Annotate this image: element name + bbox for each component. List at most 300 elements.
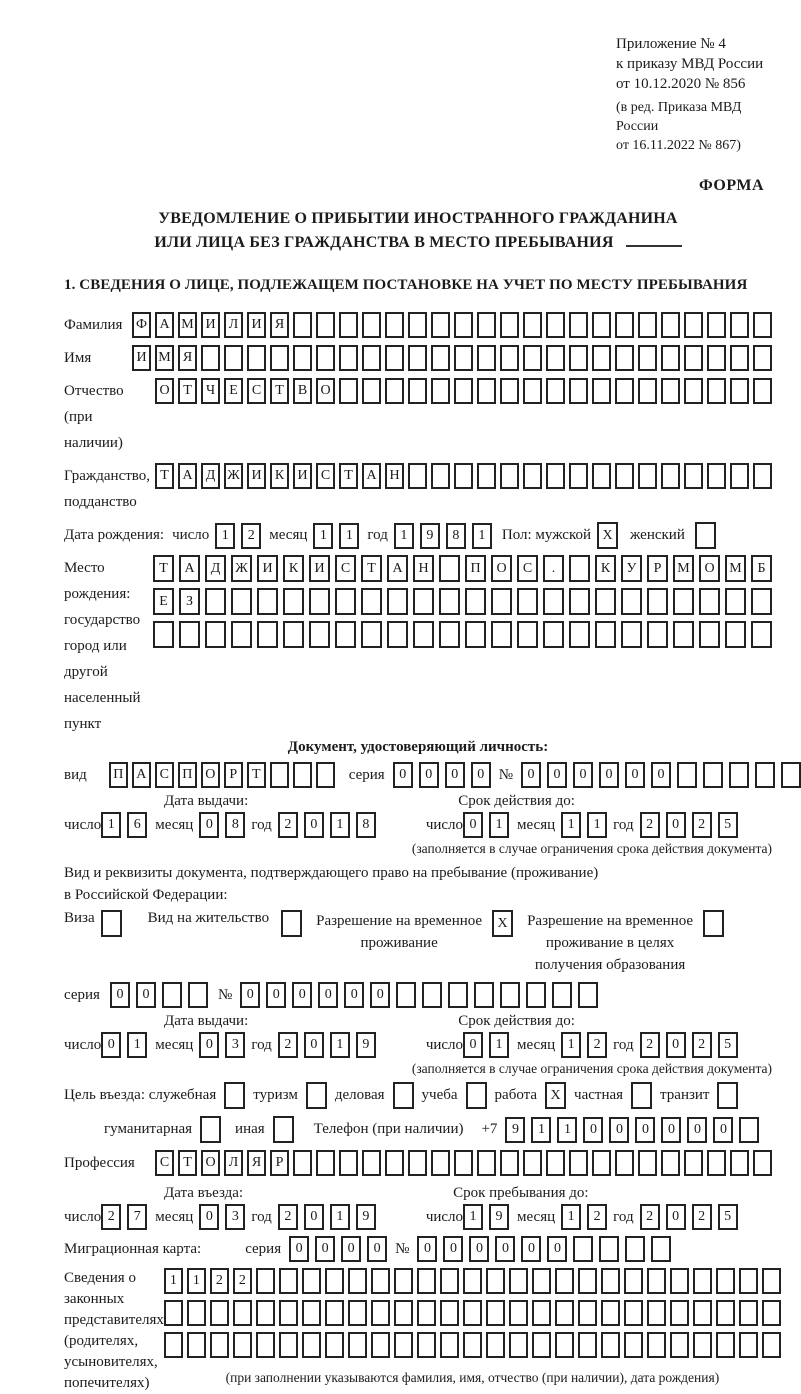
surname-cell[interactable] [408, 312, 427, 338]
birth-place-cell[interactable] [673, 621, 694, 648]
representative-cell[interactable] [371, 1332, 390, 1358]
surname-cell[interactable] [661, 312, 680, 338]
birth-place-cell[interactable]: К [283, 555, 304, 582]
representative-cell[interactable] [417, 1332, 436, 1358]
profession-cell[interactable] [454, 1150, 473, 1176]
residence-issue-day-cell[interactable]: 1 [127, 1032, 147, 1058]
patronymic-cell[interactable]: Т [270, 378, 289, 404]
birth-place-cell[interactable]: М [673, 555, 694, 582]
representative-cell[interactable] [302, 1268, 321, 1294]
representative-cell[interactable] [348, 1300, 367, 1326]
representative-cell[interactable] [325, 1332, 344, 1358]
sex-female-checkbox-cell[interactable] [695, 522, 716, 549]
doc-number-cell[interactable] [677, 762, 697, 788]
given-name-cell[interactable] [477, 345, 496, 371]
representative-cell[interactable] [578, 1332, 597, 1358]
birth-place-cell[interactable] [699, 621, 720, 648]
residence-issue-year-cell[interactable]: 9 [356, 1032, 376, 1058]
given-name-cell[interactable] [592, 345, 611, 371]
doc-number-cell[interactable] [729, 762, 749, 788]
birth-year-cell[interactable]: 9 [420, 523, 440, 549]
representative-cell[interactable] [371, 1300, 390, 1326]
birth-place-cell[interactable] [387, 621, 408, 648]
citizenship-cell[interactable] [454, 463, 473, 489]
surname-cell[interactable] [707, 312, 726, 338]
citizenship-cell[interactable]: К [270, 463, 289, 489]
rvp-checkbox-cell[interactable]: X [492, 910, 513, 937]
passport-expiry-month-cell[interactable]: 1 [561, 812, 581, 838]
birth-place-cell[interactable]: О [699, 555, 720, 582]
given-name-cell[interactable] [523, 345, 542, 371]
representative-cell[interactable] [739, 1268, 758, 1294]
entry-day-cell[interactable]: 7 [127, 1204, 147, 1230]
doc-kind-cell[interactable] [270, 762, 289, 788]
birth-place-cell[interactable] [751, 621, 772, 648]
patronymic-cell[interactable]: В [293, 378, 312, 404]
patronymic-cell[interactable] [431, 378, 450, 404]
citizenship-cell[interactable]: Т [339, 463, 358, 489]
birth-place-cell[interactable] [543, 621, 564, 648]
passport-expiry-year-cell[interactable]: 2 [640, 812, 660, 838]
citizenship-cell[interactable] [569, 463, 588, 489]
given-name-cell[interactable] [707, 345, 726, 371]
profession-cell[interactable] [477, 1150, 496, 1176]
birth-place-cell[interactable] [465, 588, 486, 615]
given-name-cell[interactable] [316, 345, 335, 371]
birth-place-cell[interactable]: З [179, 588, 200, 615]
residence-number-cell[interactable] [500, 982, 520, 1008]
stay-day-cell[interactable]: 1 [463, 1204, 483, 1230]
passport-issue-month-cell[interactable]: 8 [225, 812, 245, 838]
birth-place-cell[interactable]: У [621, 555, 642, 582]
doc-number-cell[interactable]: 0 [599, 762, 619, 788]
patronymic-cell[interactable]: О [155, 378, 174, 404]
migration-card-number-cell[interactable] [599, 1236, 619, 1262]
representative-cell[interactable] [233, 1300, 252, 1326]
given-name-cell[interactable] [454, 345, 473, 371]
profession-cell[interactable]: О [201, 1150, 220, 1176]
birth-place-cell[interactable]: М [725, 555, 746, 582]
citizenship-cell[interactable]: Т [155, 463, 174, 489]
citizenship-cell[interactable]: Н [385, 463, 404, 489]
representative-cell[interactable] [601, 1300, 620, 1326]
residence-issue-day-cell[interactable]: 0 [101, 1032, 121, 1058]
birth-place-cell[interactable] [413, 588, 434, 615]
sex-male-checkbox-cell[interactable]: X [597, 522, 618, 549]
patronymic-cell[interactable] [454, 378, 473, 404]
representative-cell[interactable] [417, 1300, 436, 1326]
passport-issue-year-cell[interactable]: 2 [278, 812, 298, 838]
residence-number-cell[interactable] [526, 982, 546, 1008]
residence-number-cell[interactable]: 0 [240, 982, 260, 1008]
surname-cell[interactable]: И [247, 312, 266, 338]
citizenship-cell[interactable] [753, 463, 772, 489]
passport-issue-year-cell[interactable]: 8 [356, 812, 376, 838]
birth-place-cell[interactable] [621, 621, 642, 648]
given-name-cell[interactable]: М [155, 345, 174, 371]
birth-place-cell[interactable] [621, 588, 642, 615]
passport-issue-day-cell[interactable]: 6 [127, 812, 147, 838]
birth-place-cell[interactable] [205, 588, 226, 615]
birth-place-cell[interactable]: Н [413, 555, 434, 582]
birth-month-cell[interactable]: 1 [339, 523, 359, 549]
representative-cell[interactable] [279, 1300, 298, 1326]
profession-cell[interactable] [500, 1150, 519, 1176]
citizenship-cell[interactable] [523, 463, 542, 489]
representative-cell[interactable] [601, 1332, 620, 1358]
birth-place-cell[interactable] [569, 621, 590, 648]
residence-expiry-day-cell[interactable]: 1 [489, 1032, 509, 1058]
profession-cell[interactable] [362, 1150, 381, 1176]
birth-place-cell[interactable] [361, 621, 382, 648]
patronymic-cell[interactable] [661, 378, 680, 404]
representative-cell[interactable] [532, 1332, 551, 1358]
citizenship-cell[interactable]: С [316, 463, 335, 489]
stay-month-cell[interactable]: 1 [561, 1204, 581, 1230]
representative-cell[interactable] [279, 1332, 298, 1358]
birth-place-cell[interactable] [439, 621, 460, 648]
patronymic-cell[interactable] [684, 378, 703, 404]
birth-place-cell[interactable] [595, 588, 616, 615]
residence-number-cell[interactable] [552, 982, 572, 1008]
patronymic-cell[interactable] [615, 378, 634, 404]
representative-cell[interactable] [670, 1268, 689, 1294]
given-name-cell[interactable] [408, 345, 427, 371]
birth-place-cell[interactable] [439, 555, 460, 582]
phone-digit-cell[interactable]: 1 [557, 1117, 577, 1143]
profession-cell[interactable]: Р [270, 1150, 289, 1176]
doc-number-cell[interactable] [781, 762, 801, 788]
migration-card-number-cell[interactable]: 0 [547, 1236, 567, 1262]
representative-cell[interactable] [716, 1268, 735, 1294]
surname-cell[interactable] [638, 312, 657, 338]
migration-card-number-cell[interactable]: 0 [521, 1236, 541, 1262]
birth-place-cell[interactable] [335, 621, 356, 648]
patronymic-cell[interactable] [477, 378, 496, 404]
phone-digit-cell[interactable]: 0 [661, 1117, 681, 1143]
patronymic-cell[interactable] [500, 378, 519, 404]
representative-cell[interactable] [555, 1332, 574, 1358]
representative-cell[interactable] [463, 1332, 482, 1358]
representative-cell[interactable] [647, 1268, 666, 1294]
given-name-cell[interactable] [339, 345, 358, 371]
birth-place-cell[interactable]: А [179, 555, 200, 582]
residence-number-cell[interactable] [422, 982, 442, 1008]
rvp-education-checkbox-cell[interactable] [703, 910, 724, 937]
representative-cell[interactable] [256, 1332, 275, 1358]
birth-place-cell[interactable]: С [335, 555, 356, 582]
surname-cell[interactable] [385, 312, 404, 338]
birth-place-cell[interactable] [205, 621, 226, 648]
doc-kind-cell[interactable]: Р [224, 762, 243, 788]
doc-kind-cell[interactable]: Т [247, 762, 266, 788]
doc-series-cell[interactable]: 0 [419, 762, 439, 788]
citizenship-cell[interactable] [546, 463, 565, 489]
private-checkbox-cell[interactable] [631, 1082, 652, 1109]
patronymic-cell[interactable]: Ч [201, 378, 220, 404]
representative-cell[interactable] [762, 1300, 781, 1326]
citizenship-cell[interactable] [730, 463, 749, 489]
birth-place-cell[interactable]: Б [751, 555, 772, 582]
citizenship-cell[interactable]: А [178, 463, 197, 489]
doc-kind-cell[interactable] [316, 762, 335, 788]
birth-place-cell[interactable] [231, 621, 252, 648]
birth-place-cell[interactable] [231, 588, 252, 615]
birth-place-cell[interactable] [595, 621, 616, 648]
given-name-cell[interactable] [224, 345, 243, 371]
representative-cell[interactable] [601, 1268, 620, 1294]
stay-month-cell[interactable]: 2 [587, 1204, 607, 1230]
migration-card-number-cell[interactable] [573, 1236, 593, 1262]
representative-cell[interactable] [187, 1332, 206, 1358]
patronymic-cell[interactable] [730, 378, 749, 404]
representative-cell[interactable] [532, 1268, 551, 1294]
birth-place-cell[interactable]: П [465, 555, 486, 582]
profession-cell[interactable] [546, 1150, 565, 1176]
phone-digit-cell[interactable]: 1 [531, 1117, 551, 1143]
birth-place-cell[interactable] [283, 621, 304, 648]
representative-cell[interactable] [164, 1300, 183, 1326]
doc-number-cell[interactable]: 0 [573, 762, 593, 788]
surname-cell[interactable] [546, 312, 565, 338]
stay-year-cell[interactable]: 2 [692, 1204, 712, 1230]
birth-place-cell[interactable] [569, 555, 590, 582]
birth-place-cell[interactable] [647, 621, 668, 648]
representative-cell[interactable] [256, 1268, 275, 1294]
stay-year-cell[interactable]: 2 [640, 1204, 660, 1230]
patronymic-cell[interactable] [362, 378, 381, 404]
citizenship-cell[interactable] [431, 463, 450, 489]
representative-cell[interactable] [509, 1268, 528, 1294]
profession-cell[interactable] [730, 1150, 749, 1176]
residence-number-cell[interactable] [474, 982, 494, 1008]
migration-card-number-cell[interactable]: 0 [495, 1236, 515, 1262]
phone-digit-cell[interactable]: 9 [505, 1117, 525, 1143]
birth-day-cell[interactable]: 1 [215, 523, 235, 549]
residence-issue-year-cell[interactable]: 0 [304, 1032, 324, 1058]
doc-number-cell[interactable]: 0 [521, 762, 541, 788]
surname-cell[interactable]: Я [270, 312, 289, 338]
phone-digit-cell[interactable]: 0 [635, 1117, 655, 1143]
given-name-cell[interactable] [730, 345, 749, 371]
birth-place-cell[interactable] [413, 621, 434, 648]
migration-card-series-cell[interactable]: 0 [289, 1236, 309, 1262]
other-purpose-checkbox-cell[interactable] [273, 1116, 294, 1143]
surname-cell[interactable] [753, 312, 772, 338]
residence-series-cell[interactable]: 0 [136, 982, 156, 1008]
citizenship-cell[interactable] [592, 463, 611, 489]
profession-cell[interactable] [592, 1150, 611, 1176]
residence-permit-checkbox-cell[interactable] [281, 910, 302, 937]
doc-kind-cell[interactable] [293, 762, 312, 788]
representative-cell[interactable] [440, 1268, 459, 1294]
stay-day-cell[interactable]: 9 [489, 1204, 509, 1230]
birth-place-cell[interactable] [439, 588, 460, 615]
birth-place-cell[interactable] [153, 621, 174, 648]
entry-year-cell[interactable]: 2 [278, 1204, 298, 1230]
residence-expiry-month-cell[interactable]: 2 [587, 1032, 607, 1058]
residence-number-cell[interactable] [448, 982, 468, 1008]
citizenship-cell[interactable]: И [293, 463, 312, 489]
representative-cell[interactable] [762, 1332, 781, 1358]
citizenship-cell[interactable] [661, 463, 680, 489]
birth-place-cell[interactable] [309, 621, 330, 648]
birth-place-cell[interactable]: . [543, 555, 564, 582]
surname-cell[interactable]: И [201, 312, 220, 338]
surname-cell[interactable] [362, 312, 381, 338]
citizenship-cell[interactable] [500, 463, 519, 489]
birth-place-cell[interactable] [543, 588, 564, 615]
given-name-cell[interactable] [638, 345, 657, 371]
residence-number-cell[interactable] [396, 982, 416, 1008]
given-name-cell[interactable] [661, 345, 680, 371]
representative-cell[interactable] [417, 1268, 436, 1294]
representative-cell[interactable]: 2 [233, 1268, 252, 1294]
representative-cell[interactable] [394, 1268, 413, 1294]
birth-place-cell[interactable] [725, 588, 746, 615]
citizenship-cell[interactable]: И [247, 463, 266, 489]
residence-issue-year-cell[interactable]: 1 [330, 1032, 350, 1058]
surname-cell[interactable] [592, 312, 611, 338]
doc-kind-cell[interactable]: С [155, 762, 174, 788]
visa-checkbox-cell[interactable] [101, 910, 122, 937]
study-checkbox-cell[interactable] [466, 1082, 487, 1109]
birth-month-cell[interactable]: 1 [313, 523, 333, 549]
citizenship-cell[interactable] [477, 463, 496, 489]
surname-cell[interactable] [477, 312, 496, 338]
representative-cell[interactable] [716, 1300, 735, 1326]
given-name-cell[interactable] [684, 345, 703, 371]
birth-place-cell[interactable] [335, 588, 356, 615]
representative-cell[interactable] [233, 1332, 252, 1358]
doc-number-cell[interactable] [755, 762, 775, 788]
representative-cell[interactable] [371, 1268, 390, 1294]
representative-cell[interactable] [394, 1332, 413, 1358]
migration-card-number-cell[interactable] [651, 1236, 671, 1262]
patronymic-cell[interactable] [385, 378, 404, 404]
birth-place-cell[interactable]: Т [153, 555, 174, 582]
birth-place-cell[interactable] [751, 588, 772, 615]
birth-place-cell[interactable] [673, 588, 694, 615]
doc-kind-cell[interactable]: О [201, 762, 220, 788]
residence-series-cell[interactable]: 0 [110, 982, 130, 1008]
citizenship-cell[interactable] [615, 463, 634, 489]
patronymic-cell[interactable] [569, 378, 588, 404]
phone-digit-cell[interactable] [739, 1117, 759, 1143]
migration-card-series-cell[interactable]: 0 [367, 1236, 387, 1262]
migration-card-series-cell[interactable]: 0 [315, 1236, 335, 1262]
passport-issue-month-cell[interactable]: 0 [199, 812, 219, 838]
profession-cell[interactable] [316, 1150, 335, 1176]
representative-cell[interactable] [463, 1300, 482, 1326]
given-name-cell[interactable] [569, 345, 588, 371]
surname-cell[interactable]: А [155, 312, 174, 338]
representative-cell[interactable] [325, 1268, 344, 1294]
surname-cell[interactable] [500, 312, 519, 338]
residence-series-cell[interactable] [162, 982, 182, 1008]
representative-cell[interactable] [302, 1300, 321, 1326]
surname-cell[interactable]: Л [224, 312, 243, 338]
surname-cell[interactable] [684, 312, 703, 338]
representative-cell[interactable] [210, 1332, 229, 1358]
birth-place-cell[interactable]: И [257, 555, 278, 582]
given-name-cell[interactable]: Я [178, 345, 197, 371]
surname-cell[interactable] [569, 312, 588, 338]
residence-expiry-year-cell[interactable]: 2 [692, 1032, 712, 1058]
given-name-cell[interactable] [546, 345, 565, 371]
representative-cell[interactable] [647, 1332, 666, 1358]
representative-cell[interactable] [256, 1300, 275, 1326]
profession-cell[interactable] [385, 1150, 404, 1176]
residence-expiry-month-cell[interactable]: 1 [561, 1032, 581, 1058]
doc-number-cell[interactable]: 0 [547, 762, 567, 788]
work-checkbox-cell[interactable]: X [545, 1082, 566, 1109]
birth-place-cell[interactable]: Т [361, 555, 382, 582]
profession-cell[interactable] [523, 1150, 542, 1176]
passport-expiry-day-cell[interactable]: 0 [463, 812, 483, 838]
given-name-cell[interactable] [500, 345, 519, 371]
birth-place-cell[interactable] [465, 621, 486, 648]
profession-cell[interactable]: Л [224, 1150, 243, 1176]
representative-cell[interactable] [555, 1268, 574, 1294]
given-name-cell[interactable] [201, 345, 220, 371]
surname-cell[interactable] [431, 312, 450, 338]
birth-place-cell[interactable] [257, 588, 278, 615]
representative-cell[interactable] [509, 1332, 528, 1358]
representative-cell[interactable] [739, 1300, 758, 1326]
given-name-cell[interactable] [385, 345, 404, 371]
surname-cell[interactable]: Ф [132, 312, 151, 338]
citizenship-cell[interactable] [638, 463, 657, 489]
representative-cell[interactable] [693, 1300, 712, 1326]
representative-cell[interactable] [279, 1268, 298, 1294]
surname-cell[interactable]: М [178, 312, 197, 338]
profession-cell[interactable] [293, 1150, 312, 1176]
given-name-cell[interactable] [362, 345, 381, 371]
representative-cell[interactable] [486, 1332, 505, 1358]
doc-number-cell[interactable] [703, 762, 723, 788]
profession-cell[interactable] [569, 1150, 588, 1176]
representative-cell[interactable] [624, 1332, 643, 1358]
doc-kind-cell[interactable]: П [109, 762, 128, 788]
profession-cell[interactable] [408, 1150, 427, 1176]
migration-card-number-cell[interactable]: 0 [469, 1236, 489, 1262]
passport-expiry-day-cell[interactable]: 1 [489, 812, 509, 838]
representative-cell[interactable] [578, 1300, 597, 1326]
patronymic-cell[interactable] [638, 378, 657, 404]
birth-place-cell[interactable] [361, 588, 382, 615]
migration-card-number-cell[interactable]: 0 [417, 1236, 437, 1262]
transit-checkbox-cell[interactable] [717, 1082, 738, 1109]
business-checkbox-cell[interactable] [393, 1082, 414, 1109]
representative-cell[interactable] [302, 1332, 321, 1358]
patronymic-cell[interactable]: Е [224, 378, 243, 404]
profession-cell[interactable] [431, 1150, 450, 1176]
representative-cell[interactable] [325, 1300, 344, 1326]
given-name-cell[interactable] [431, 345, 450, 371]
profession-cell[interactable] [684, 1150, 703, 1176]
residence-issue-month-cell[interactable]: 0 [199, 1032, 219, 1058]
patronymic-cell[interactable] [707, 378, 726, 404]
residence-number-cell[interactable]: 0 [370, 982, 390, 1008]
birth-place-cell[interactable]: Р [647, 555, 668, 582]
residence-expiry-year-cell[interactable]: 2 [640, 1032, 660, 1058]
representative-cell[interactable] [164, 1332, 183, 1358]
entry-year-cell[interactable]: 1 [330, 1204, 350, 1230]
passport-issue-year-cell[interactable]: 0 [304, 812, 324, 838]
birth-place-cell[interactable] [647, 588, 668, 615]
birth-place-cell[interactable]: О [491, 555, 512, 582]
